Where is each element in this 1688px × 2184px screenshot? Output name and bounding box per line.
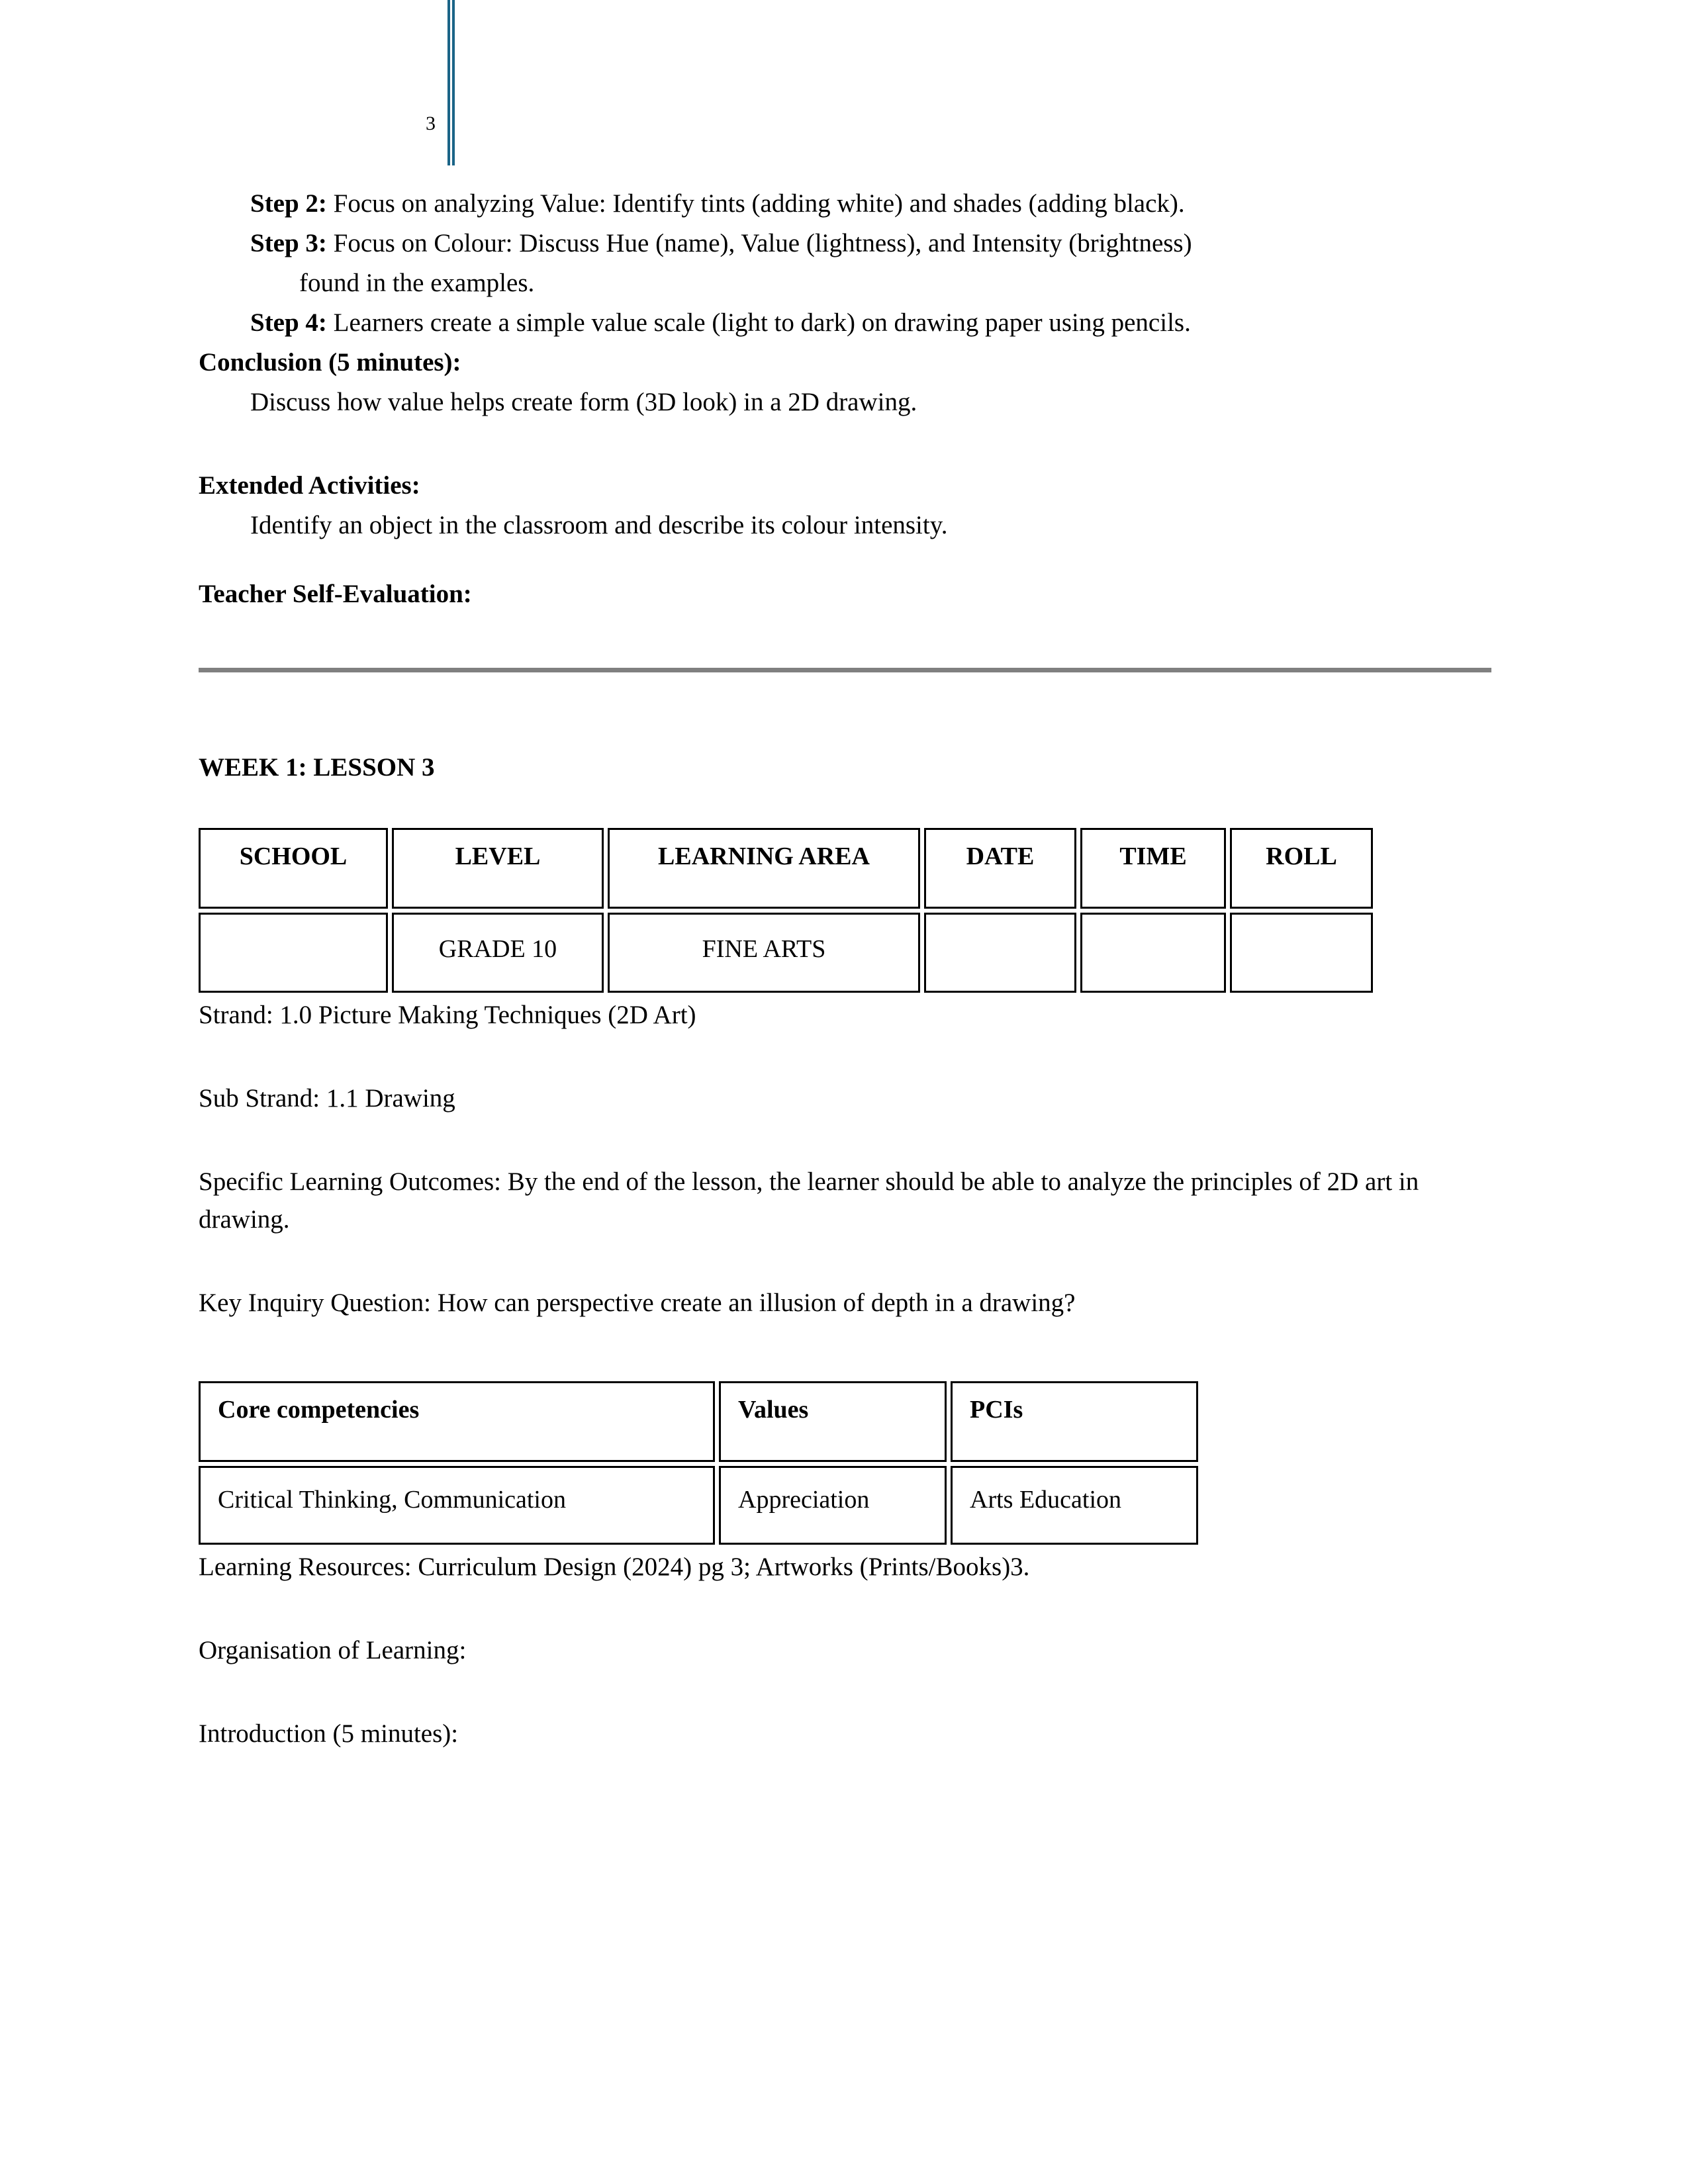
sub-strand-text: Sub Strand: 1.1 Drawing bbox=[199, 1084, 455, 1113]
page-number: 3 bbox=[426, 113, 436, 134]
info-header-roll: ROLL bbox=[1230, 828, 1373, 909]
section-divider bbox=[199, 668, 1491, 672]
info-value-learning-area[interactable]: FINE ARTS bbox=[608, 913, 920, 993]
key-inquiry-question-text: Key Inquiry Question: How can perspective create an illusion of depth in a drawing? bbox=[199, 1289, 1076, 1318]
lesson-step-3 bbox=[199, 225, 1489, 263]
info-header-time: TIME bbox=[1080, 828, 1226, 909]
info-header-school: SCHOOL bbox=[199, 828, 388, 909]
specific-learning-outcomes-text: Specific Learning Outcomes: By the end of the lesson, the learner should be able to analyze the principles of 2D art in drawing. bbox=[199, 1167, 1419, 1234]
competency-table bbox=[195, 1377, 1202, 1549]
table-row bbox=[199, 1466, 1198, 1545]
lesson-step-4-label: Step 4: bbox=[250, 308, 327, 337]
organisation-of-learning-text: Organisation of Learning: bbox=[199, 1636, 467, 1665]
lesson-step-3-continuation: found in the examples. bbox=[299, 268, 535, 297]
teacher-self-evaluation-heading: Teacher Self-Evaluation: bbox=[199, 579, 472, 608]
info-value-roll[interactable] bbox=[1230, 913, 1373, 993]
conclusion-heading: Conclusion (5 minutes): bbox=[199, 347, 461, 377]
info-value-level[interactable]: GRADE 10 bbox=[392, 913, 604, 993]
lesson-step-2-text: Focus on analyzing Value: Identify tints (adding white) and shades (adding black). bbox=[326, 189, 1185, 218]
table-row bbox=[199, 828, 1373, 909]
lesson-step-4 bbox=[199, 304, 1489, 342]
lesson-step-3-label: Step 3: bbox=[250, 228, 327, 257]
extended-activities-heading: Extended Activities: bbox=[199, 471, 420, 500]
table-row bbox=[199, 1381, 1198, 1462]
info-value-school[interactable] bbox=[199, 913, 388, 993]
info-header-level: LEVEL bbox=[392, 828, 604, 909]
introduction-text: Introduction (5 minutes): bbox=[199, 1719, 459, 1749]
lesson-heading: WEEK 1: LESSON 3 bbox=[199, 753, 435, 782]
competency-header-values: Values bbox=[719, 1381, 947, 1462]
lesson-step-3-text: Focus on Colour: Discuss Hue (name), Value (lightness), and Intensity (brightness) bbox=[326, 228, 1192, 257]
info-header-learning-area: LEARNING AREA bbox=[608, 828, 920, 909]
info-header-date: DATE bbox=[924, 828, 1076, 909]
competency-value-pcis[interactable]: Arts Education bbox=[951, 1466, 1198, 1545]
learning-resources-text: Learning Resources: Curriculum Design (2024) pg 3; Artworks (Prints/Books)3. bbox=[199, 1553, 1030, 1582]
accent-rule-icon bbox=[447, 0, 457, 165]
extended-activities-body: Identify an object in the classroom and describe its colour intensity. bbox=[250, 510, 948, 539]
info-value-date[interactable] bbox=[924, 913, 1076, 993]
competency-value-values[interactable]: Appreciation bbox=[719, 1466, 947, 1545]
competency-header-core-competencies: Core competencies bbox=[199, 1381, 715, 1462]
document-body bbox=[199, 185, 1489, 1755]
info-value-time[interactable] bbox=[1080, 913, 1226, 993]
lesson-step-2-label: Step 2: bbox=[250, 189, 327, 218]
competency-header-pcis: PCIs bbox=[951, 1381, 1198, 1462]
conclusion-body: Discuss how value helps create form (3D look) in a 2D drawing. bbox=[250, 387, 917, 416]
page-folio bbox=[0, 99, 463, 159]
strand-text: Strand: 1.0 Picture Making Techniques (2D Art) bbox=[199, 1001, 696, 1030]
lesson-info-table bbox=[195, 824, 1377, 997]
lesson-step-4-text: Learners create a simple value scale (light to dark) on drawing paper using pencils. bbox=[326, 308, 1191, 337]
table-row bbox=[199, 913, 1373, 993]
lesson-step-2 bbox=[199, 185, 1489, 223]
competency-value-core-competencies[interactable]: Critical Thinking, Communication bbox=[199, 1466, 715, 1545]
